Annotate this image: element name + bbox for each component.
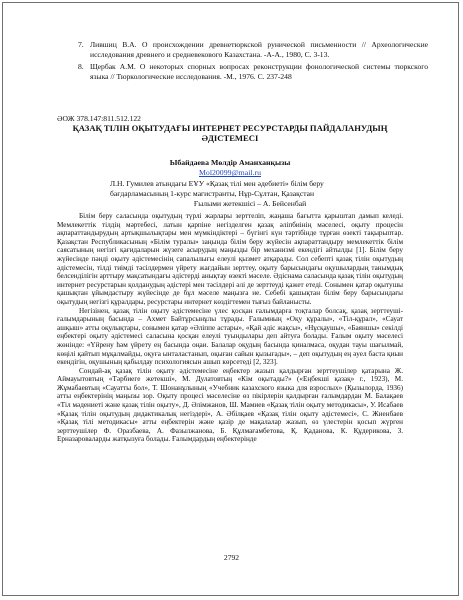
reference-list: [78, 40, 428, 85]
body-paragraph: Сондай-ақ қазақ тілін оқыту әдістемесіне еңбектер жазып қалдырған зерттеушілер қатарына Ж. Аймауытовтың «Тәрбиеге жетекші», М. Дулатовтың «Кім оқытады?» («Еңбекші қазақ» г., 1923), М. Жұмабаевтың «Сауатты бол», Т. Шонанұлының «Учебник казахского языка для взрослых» (Қызылорда, 1936) атты еңбектерінің маңызы зор. Оқыту процесі мәселесіне өз пікірлерін қалдырған ғалымдардан М. Балақаев «Тіл мәдениеті және қазақ тілін оқыту», Д. Әлімжанов, Ш. Мамиев «Қазақ тілін оқыту методикасы», У. Исабаев «Қазақ тілін оқытудың дидактикалық негіздері», А. Әбілқаев «Қазақ тілін оқыту әдістемесі», С. Жиенбаев «Қазақ тілі методикасы» атты еңбектерін және қазір де мақалалар жазып, өз үлестерін қосып жүрген зерттеушілер Ф. Оразбаева, А. Фазылжанова, Б. Құлмағамбетова, Қ. Қаданова, К. Құдерикова, З. Ерназароваларды жатқызуға болады. Ғалымдардың еңбектерінде: [57, 366, 403, 444]
body-paragraph: Білім беру саласында оқытудың түрлі жарлары зерттеліп, жаңаша бағытта қарыштап дамып келеді. Мемлекеттік тілдің мәртебесі, латын қарпіне негізделген қазақ әліпбиінің мәселесі, оқыту процесін ақпараттандырудың артықшылықтары мен мүмкіндіктері – бүгінгі күн тәртібінде тұрған өзекті тақырыптар. Қазақстан Республикасының «Білім туралы» заңында білім беру жүйесін ақпараттандыру мемлекеттік білім саясатының негізгі қағидаларын жүзеге асырудың маңызды бір механизмі екендігі айтылды [1]. Білім беру жүйесінде пәнді оқыту әдістемесінің сапалылығы елеулі қызмет атқарады. Сол себепті қазақ тілін оқытудың әдістемесін, тілді тиімді тәсілдермен үйрету жағдайын зерттеу, оқыту барысындағы оқушылардың танымдық белсенділігін арттыру мақсатындағы әдістерді анықтау өзекті мәселе. Әдіснама саласында қазақ тілін оқытудың интернет ресурстарын қолданудың әдістері мен тәсілдері әлі де зерттеуді қажет етеді. Сонымен қатар оқытушы қашықтан ұйымдастыру жүйесінде де бұл мәселе маңызға ие. Себебі қашықтан білім беру барысындағы оқытудың негізгі құралдары, ресурстары интернет көздігтемен тығыз байланысты.: [57, 212, 403, 306]
reference-number: 8.: [78, 62, 84, 72]
udc-code: ӘОЖ 378.147:811.512.122: [57, 114, 141, 123]
reference-item: [78, 62, 428, 81]
reference-item: [78, 40, 428, 59]
article-title: ҚАЗАҚ ТІЛІН ОҚЫТУДАҒЫ ИНТЕРНЕТ РЕСУРСТАРДЫ ПАЙДАЛАНУДЫҢ ӘДІСТЕМЕСІ: [72, 123, 388, 143]
author-name: Ыбайдаева Мөлдір Аманханқызы: [169, 158, 291, 167]
reference-text: Щербак А.М. О некоторых спорных вопросах реконструкции фонологической системы тюркского языка // Тюркологические исследования. -М., 1976. С. 237-248: [90, 62, 428, 82]
author-email-link[interactable]: Mol20099@mail.ru: [199, 168, 261, 177]
article-body: [57, 212, 403, 444]
page-number: 2792: [223, 553, 240, 562]
reference-number: 7.: [78, 40, 84, 49]
body-paragraph: Негізінен, қазақ тілін оқыту әдістемесіне үлес қосқан ғалымдарға тоқталар болсақ, қазақ зерттеуші-ғалымдарының басында – Ахмет Байтұрсынұлы тұрады. Ғалымның «Оқу құралы», «Тіл-құрал», «Сауат ашқыш» атты оқулықтары, сонымен қатар «Әліппе астары», «Қай әдіс жақсы», «Нұсқаушы», «Баяншы» секілді еңбектері оқыту әдістемесі саласына қосқан елеулі туындылары деп айтуға болады. Ғалым оқыту мәселесі жөнінде: «Үйрену һәм үйрету ең басында оңаи. Балалар оқудың басында қиналмаса, оқудан тауы шағылмай, көңілі қайтып мұқалмайды, оқуға ынталастанып, оқыған сайын қызығады», – деп оқытудың ең әуел баста қиын екендігін, оқушының қабылдау психологиясын ашып көрсетеді [2, 323].: [57, 306, 403, 367]
scientific-supervisor: Ғылыми жетекшісі – А. Бейсенбай: [193, 199, 307, 208]
author-affiliation: Л.Н. Гумилев атындағы ЕҰУ «Қазақ тілі мен әдебиеті» білім беру бағдарламасының 1-курс магистранты, Нұр-Сұлтан, Қазақстан: [110, 179, 324, 198]
reference-text: Лившиц В.А. О происхождении древнетюркской рунической письменности // Археологические исследования древнего и средневекового Казахстана. -А-А., 1980, С. 3-13.: [90, 40, 428, 59]
